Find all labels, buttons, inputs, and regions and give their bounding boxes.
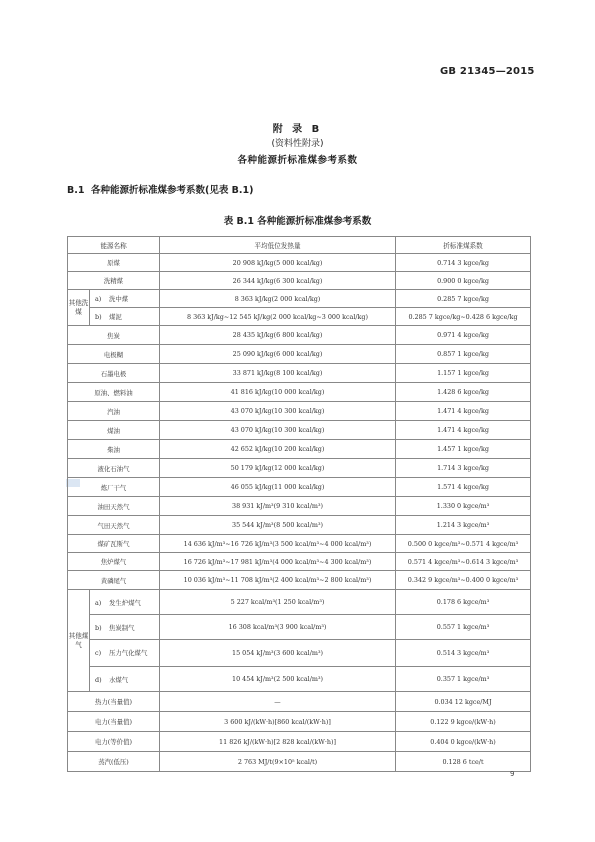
- energy-name: 炼厂干气: [68, 478, 160, 497]
- energy-name: 电力(当量值): [68, 712, 160, 732]
- coef-value: 0.128 6 tce/t: [396, 752, 531, 772]
- coef-value: 1.157 1 kgce/kg: [396, 364, 531, 383]
- coef-value: 1.457 1 kgce/kg: [396, 440, 531, 459]
- heat-value: 43 070 kJ/kg(10 300 kcal/kg): [160, 402, 396, 421]
- energy-name: 油田天然气: [68, 497, 160, 516]
- heat-value: 2 763 MJ/t(9×10⁵ kcal/t): [160, 752, 396, 772]
- group-label: 其他煤气: [68, 590, 90, 692]
- annex-title: 附 录 B: [272, 124, 323, 135]
- table-row: [68, 290, 531, 308]
- clause-text: 各种能源折标准煤参考系数(见表 B.1): [91, 185, 254, 196]
- coef-value: 1.471 4 kgce/kg: [396, 402, 531, 421]
- table-row: [68, 272, 531, 290]
- coef-value: 0.857 1 kgce/kg: [396, 345, 531, 364]
- coef-value: 0.557 1 kgce/m³: [396, 615, 531, 640]
- column-header: 能源名称: [68, 237, 160, 254]
- clause-heading: [67, 182, 253, 196]
- energy-name: 电极糊: [68, 345, 160, 364]
- standard-number: GB 21345—2015: [440, 66, 535, 77]
- table-header-row: [68, 237, 531, 254]
- coef-value: 1.571 4 kgce/kg: [396, 478, 531, 497]
- sub-energy-name: [90, 615, 160, 640]
- energy-name: 热力(当量值): [68, 692, 160, 712]
- table-row: [68, 478, 531, 497]
- heat-value: 3 600 kJ/(kW·h)[860 kcal/(kW·h)]: [160, 712, 396, 732]
- table-row: [68, 383, 531, 402]
- coef-value: 1.714 3 kgce/kg: [396, 459, 531, 478]
- heat-value: 15 054 kJ/m³(3 600 kcal/m³): [160, 640, 396, 667]
- item-name: 焦炭制气: [109, 623, 135, 632]
- coef-value: 1.428 6 kgce/kg: [396, 383, 531, 402]
- energy-name: 气田天然气: [68, 516, 160, 535]
- coef-value: 0.285 7 kgce/kg: [396, 290, 531, 308]
- group-label: 其他洗煤: [68, 290, 90, 326]
- heat-value: 16 308 kcal/m³(3 900 kcal/m³): [160, 615, 396, 640]
- item-name: 洗中煤: [109, 295, 129, 303]
- energy-name: 原油、燃料油: [68, 383, 160, 402]
- annex-type: (资料性附录): [271, 139, 324, 149]
- item-name: 压力气化煤气: [109, 648, 148, 657]
- coef-value: 0.034 12 kgce/MJ: [396, 692, 531, 712]
- table-row: [68, 535, 531, 553]
- heat-value: 5 227 kcal/m³(1 250 kcal/m³): [160, 590, 396, 615]
- heat-value: 10 036 kJ/m³~11 708 kJ/m³(2 400 kcal/m³~2 800 kcal/m³): [160, 571, 396, 590]
- heat-value: 25 090 kJ/kg(6 000 kcal/kg): [160, 345, 396, 364]
- heat-value: 11 826 kJ/(kW·h)[2 828 kcal/(kW·h)]: [160, 732, 396, 752]
- heat-value: 8 363 kJ/kg~12 545 kJ/kg(2 000 kcal/kg~3 000 kcal/kg): [160, 308, 396, 326]
- table-row: [68, 421, 531, 440]
- table-row: [68, 345, 531, 364]
- coef-value: 1.214 3 kgce/m³: [396, 516, 531, 535]
- item-name: 发生炉煤气: [109, 598, 141, 607]
- coef-value: 1.471 4 kgce/kg: [396, 421, 531, 440]
- coef-value: 0.122 9 kgce/(kW·h): [396, 712, 531, 732]
- table-row: [68, 667, 531, 692]
- column-header: 折标准煤系数: [396, 237, 531, 254]
- item-tag: b): [95, 623, 102, 632]
- heat-value: 28 435 kJ/kg(6 800 kcal/kg): [160, 326, 396, 345]
- coef-value: 0.971 4 kgce/kg: [396, 326, 531, 345]
- table-row: [68, 364, 531, 383]
- coef-value: 0.500 0 kgce/m³~0.571 4 kgce/m³: [396, 535, 531, 553]
- coef-value: 0.285 7 kgce/kg~0.428 6 kgce/kg: [396, 308, 531, 326]
- sub-energy-name: [90, 640, 160, 667]
- coef-value: 0.342 9 kgce/m³~0.400 0 kgce/m³: [396, 571, 531, 590]
- energy-name: 黄磷尾气: [68, 571, 160, 590]
- sub-energy-name: [90, 290, 160, 308]
- energy-name: 原煤: [68, 254, 160, 272]
- heat-value: 14 636 kJ/m³~16 726 kJ/m³(3 500 kcal/m³~4 000 kcal/m³): [160, 535, 396, 553]
- energy-name: 汽油: [68, 402, 160, 421]
- item-tag: b): [95, 313, 102, 321]
- heat-value: 38 931 kJ/m³(9 310 kcal/m³): [160, 497, 396, 516]
- coef-value: 0.404 0 kgce/(kW·h): [396, 732, 531, 752]
- heat-value: 8 363 kJ/kg(2 000 kcal/kg): [160, 290, 396, 308]
- energy-name: 煤油: [68, 421, 160, 440]
- coef-value: 1.330 0 kgce/m³: [396, 497, 531, 516]
- heat-value: 16 726 kJ/m³~17 981 kJ/m³(4 000 kcal/m³~4 300 kcal/m³): [160, 553, 396, 571]
- energy-name: 洗精煤: [68, 272, 160, 290]
- heat-value: 41 816 kJ/kg(10 000 kcal/kg): [160, 383, 396, 402]
- item-name: 煤泥: [109, 313, 122, 321]
- table-row: [68, 615, 531, 640]
- table-row: [68, 326, 531, 345]
- energy-name: 焦炉煤气: [68, 553, 160, 571]
- sub-energy-name: [90, 308, 160, 326]
- table-row: [68, 692, 531, 712]
- coefficient-table: [67, 236, 531, 772]
- sub-energy-name: [90, 667, 160, 692]
- coef-value: 0.357 1 kgce/m³: [396, 667, 531, 692]
- heat-value: —: [160, 692, 396, 712]
- table-caption: 表 B.1 各种能源折标准煤参考系数: [223, 216, 372, 227]
- table-row: [68, 752, 531, 772]
- table-row: [68, 640, 531, 667]
- table-row: [68, 308, 531, 326]
- heat-value: 43 070 kJ/kg(10 300 kcal/kg): [160, 421, 396, 440]
- heat-value: 42 652 kJ/kg(10 200 kcal/kg): [160, 440, 396, 459]
- energy-name: 焦炭: [68, 326, 160, 345]
- energy-name: 煤矿瓦斯气: [68, 535, 160, 553]
- table-row: [68, 712, 531, 732]
- heat-value: 20 908 kJ/kg(5 000 kcal/kg): [160, 254, 396, 272]
- heat-value: 10 454 kJ/m³(2 500 kcal/m³): [160, 667, 396, 692]
- table-row: [68, 254, 531, 272]
- energy-name: 柴油: [68, 440, 160, 459]
- table-row: [68, 497, 531, 516]
- item-tag: a): [95, 598, 102, 607]
- coef-value: 0.571 4 kgce/m³~0.614 3 kgce/m³: [396, 553, 531, 571]
- heat-value: 46 055 kJ/kg(11 000 kcal/kg): [160, 478, 396, 497]
- table-row: [68, 553, 531, 571]
- heat-value: 26 344 kJ/kg(6 300 kcal/kg): [160, 272, 396, 290]
- energy-name: 电力(等价值): [68, 732, 160, 752]
- item-name: 水煤气: [109, 675, 129, 684]
- table-row: [68, 571, 531, 590]
- energy-name: 蒸汽(低压): [68, 752, 160, 772]
- page-number: 9: [510, 770, 515, 778]
- table-row: [68, 590, 531, 615]
- heat-value: 33 871 kJ/kg(8 100 kcal/kg): [160, 364, 396, 383]
- heat-value: 35 544 kJ/m³(8 500 kcal/m³): [160, 516, 396, 535]
- column-header: 平均低位发热量: [160, 237, 396, 254]
- coef-value: 0.178 6 kgce/m³: [396, 590, 531, 615]
- table-row: [68, 459, 531, 478]
- table-row: [68, 402, 531, 421]
- clause-number: B.1: [67, 185, 85, 196]
- coef-value: 0.714 3 kgce/kg: [396, 254, 531, 272]
- coef-value: 0.900 0 kgce/kg: [396, 272, 531, 290]
- item-tag: c): [95, 648, 102, 657]
- coef-value: 0.514 3 kgce/m³: [396, 640, 531, 667]
- table-row: [68, 732, 531, 752]
- item-tag: d): [95, 675, 102, 684]
- annex-subtitle: 各种能源折标准煤参考系数: [237, 155, 358, 166]
- heat-value: 50 179 kJ/kg(12 000 kcal/kg): [160, 459, 396, 478]
- energy-name: 石墨电极: [68, 364, 160, 383]
- sub-energy-name: [90, 590, 160, 615]
- table-row: [68, 440, 531, 459]
- energy-name: 液化石油气: [68, 459, 160, 478]
- item-tag: a): [95, 295, 102, 303]
- table-row: [68, 516, 531, 535]
